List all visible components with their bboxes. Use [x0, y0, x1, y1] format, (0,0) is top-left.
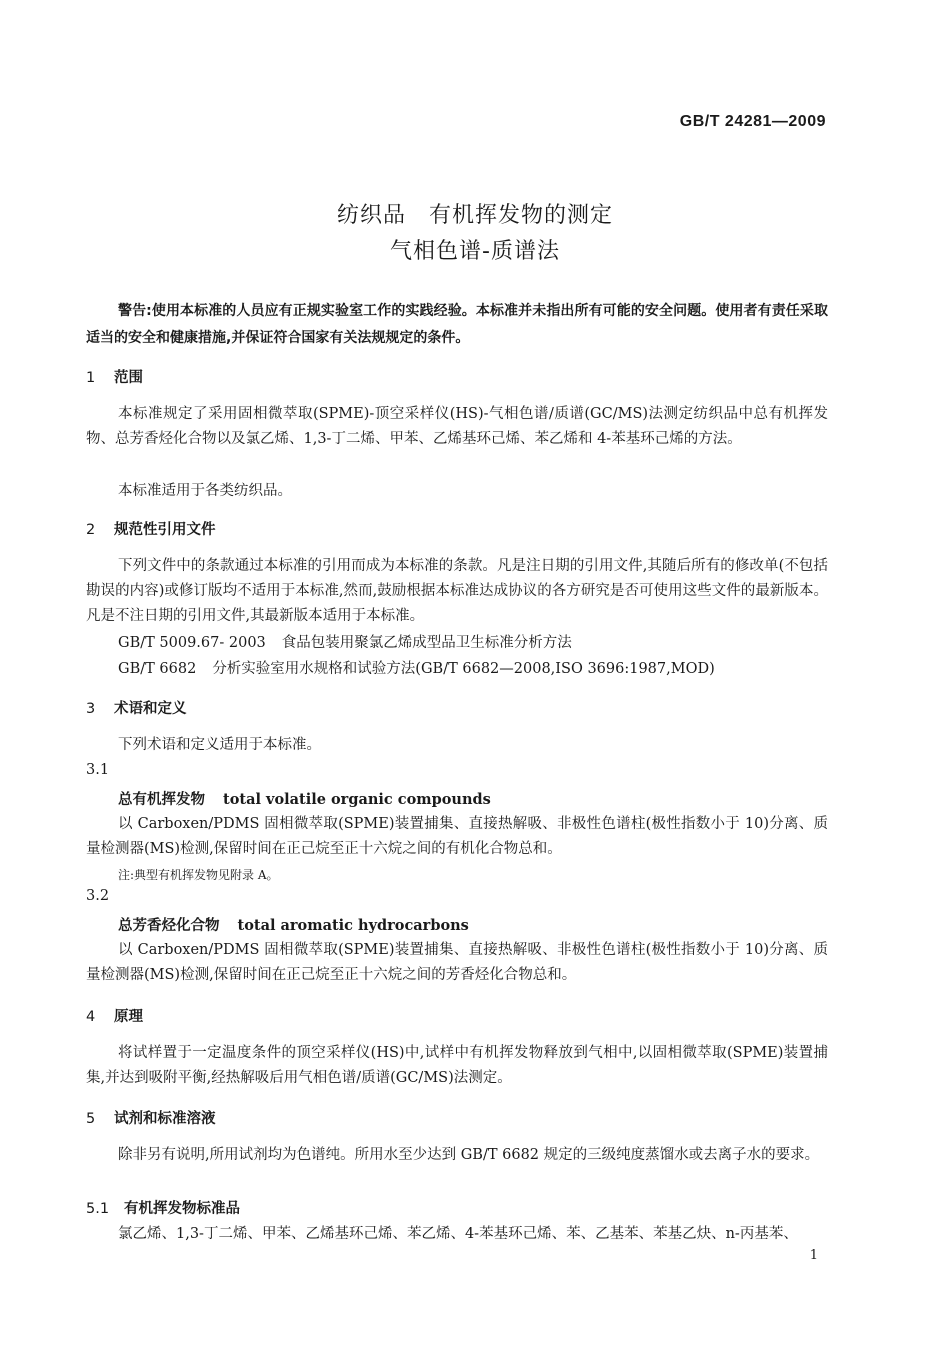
section-1-paragraph-1: 本标准规定了采用固相微萃取(SPME)-顶空采样仪(HS)-气相色谱/质谱(GC/MS)法测定纺织品中总有机挥发物、总芳香烃化合物以及氯乙烯、1,3-丁二烯、甲苯、乙烯基环己烯、苯乙烯和 4-苯基环己烯的方法。 [86, 406, 828, 447]
term-chinese: 总芳香烃化合物 [118, 918, 220, 934]
reference-item [118, 631, 572, 652]
section-2-heading [86, 518, 216, 539]
section-1-paragraph-2: 本标准适用于各类纺织品。 [118, 483, 292, 499]
reference-item [118, 657, 715, 678]
reference-code: GB/T 5009.67- 2003 [118, 635, 266, 651]
reference-title: 分析实验室用水规格和试验方法(GB/T 6682—2008,ISO 3696:1987,MOD) [212, 661, 715, 677]
section-5-heading [86, 1107, 216, 1128]
reference-title: 食品包装用聚氯乙烯成型品卫生标准分析方法 [281, 635, 572, 651]
term-english: total aromatic hydrocarbons [237, 917, 469, 934]
term-number: 3.2 [86, 888, 110, 904]
document-title-line2: 气相色谱-质谱法 [390, 239, 560, 264]
term-number: 3.1 [86, 762, 110, 778]
section-4-heading [86, 1005, 143, 1026]
section-title: 术语和定义 [114, 701, 187, 717]
subsection-title: 有机挥发物标准品 [124, 1201, 240, 1217]
term-definition: 以 Carboxen/PDMS 固相微萃取(SPME)装置捕集、直接热解吸、非极性色谱柱(极性指数小于 10)分离、质量检测器(MS)检测,保留时间在正己烷至正十六烷之间的芳香烃化合物总和。 [86, 942, 828, 983]
section-number: 2 [86, 522, 96, 538]
standard-code: GB/T 24281—2009 [679, 113, 826, 130]
reference-code: GB/T 6682 [118, 661, 197, 677]
subsection-number: 5.1 [86, 1201, 110, 1217]
term-heading [118, 914, 469, 935]
section-3-heading [86, 697, 187, 718]
section-title: 试剂和标准溶液 [114, 1111, 216, 1127]
page-number: 1 [809, 1248, 818, 1263]
term-note: 注:典型有机挥发物见附录 A。 [118, 868, 279, 882]
section-number: 1 [86, 370, 96, 386]
document-title-line1: 纺织品 有机挥发物的测定 [336, 203, 613, 228]
section-title: 规范性引用文件 [114, 522, 216, 538]
term-chinese: 总有机挥发物 [118, 792, 205, 808]
section-2-paragraph-1: 下列文件中的条款通过本标准的引用而成为本标准的条款。凡是注日期的引用文件,其随后所有的修改单(不包括勘误的内容)或修订版均不适用于本标准,然而,鼓励根据本标准达成协议的各方研究是否可使用这些文件的最新版本。凡是不注日期的引用文件,其最新版本适用于本标准。 [86, 558, 828, 624]
term-definition: 以 Carboxen/PDMS 固相微萃取(SPME)装置捕集、直接热解吸、非极性色谱柱(极性指数小于 10)分离、质量检测器(MS)检测,保留时间在正己烷至正十六烷之间的有机化合物总和。 [86, 816, 828, 857]
section-4-paragraph-1: 将试样置于一定温度条件的顶空采样仪(HS)中,试样中有机挥发物释放到气相中,以固相微萃取(SPME)装置捕集,并达到吸附平衡,经热解吸后用气相色谱/质谱(GC/MS)法测定。 [86, 1045, 828, 1086]
section-number: 5 [86, 1111, 96, 1127]
section-title: 范围 [114, 370, 143, 386]
section-number: 3 [86, 701, 96, 717]
subsection-5-1-heading [86, 1197, 240, 1218]
section-3-paragraph-1: 下列术语和定义适用于本标准。 [118, 737, 321, 753]
term-english: total volatile organic compounds [223, 791, 491, 808]
subsection-5-1-paragraph: 氯乙烯、1,3-丁二烯、甲苯、乙烯基环己烯、苯乙烯、4-苯基环己烯、苯、乙基苯、苯基乙炔、n-丙基苯、 [118, 1226, 798, 1242]
section-1-heading [86, 366, 143, 387]
term-heading [118, 788, 491, 809]
section-title: 原理 [114, 1009, 143, 1025]
section-number: 4 [86, 1009, 96, 1025]
safety-warning: 警告:使用本标准的人员应有正规实验室工作的实践经验。本标准并未指出所有可能的安全问题。使用者有责任采取适当的安全和健康措施,并保证符合国家有关法规规定的条件。 [86, 303, 828, 346]
section-5-paragraph-1: 除非另有说明,所用试剂均为色谱纯。所用水至少达到 GB/T 6682 规定的三级纯度蒸馏水或去离子水的要求。 [118, 1147, 820, 1163]
